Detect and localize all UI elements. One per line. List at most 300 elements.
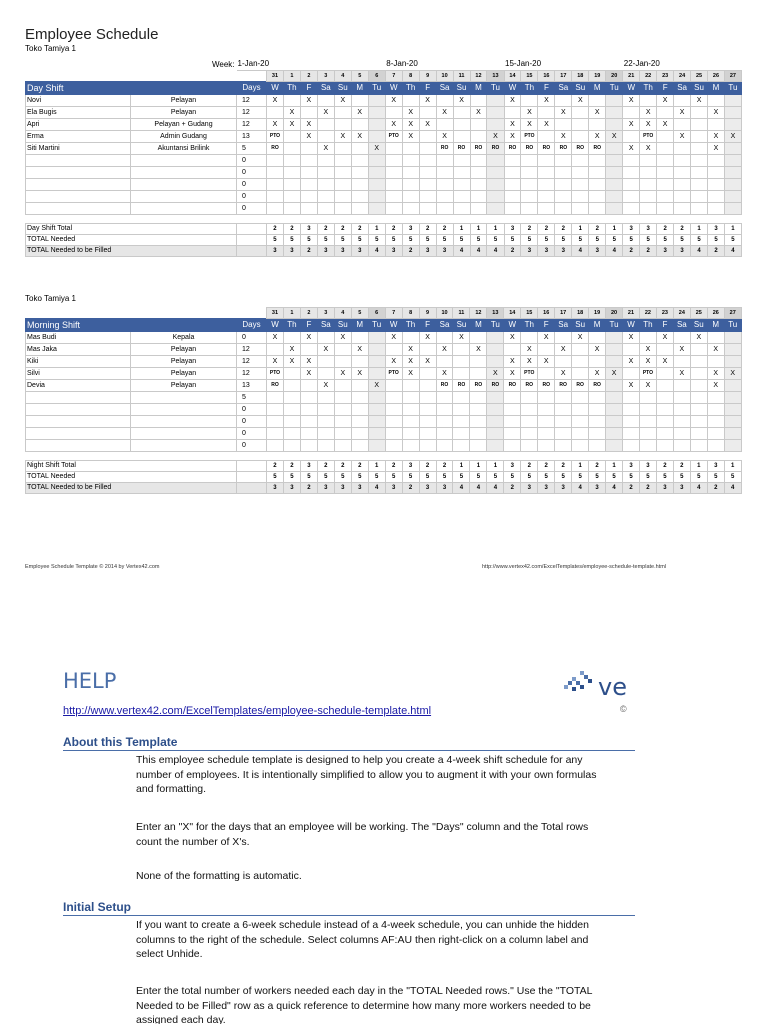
schedule-cell[interactable]: X: [555, 130, 572, 142]
total-needed-row-value[interactable]: 5: [640, 234, 657, 245]
schedule-cell[interactable]: [691, 106, 708, 118]
schedule-cell[interactable]: [673, 428, 690, 440]
employee-role-cell[interactable]: Akuntansi Brilink: [131, 142, 237, 154]
total-needed-row-value[interactable]: 5: [504, 234, 521, 245]
employee-role-cell[interactable]: Pelayan + Gudang: [131, 118, 237, 130]
schedule-cell[interactable]: X: [402, 356, 419, 368]
schedule-cell[interactable]: [283, 154, 300, 166]
schedule-cell[interactable]: [538, 416, 555, 428]
schedule-cell[interactable]: [555, 118, 572, 130]
schedule-cell[interactable]: [453, 166, 470, 178]
schedule-cell[interactable]: [521, 202, 538, 214]
schedule-cell[interactable]: X: [504, 368, 521, 380]
schedule-cell[interactable]: [707, 392, 724, 404]
schedule-cell[interactable]: [724, 142, 741, 154]
schedule-cell[interactable]: [639, 428, 656, 440]
schedule-cell[interactable]: [504, 154, 521, 166]
schedule-cell[interactable]: [334, 118, 351, 130]
schedule-cell[interactable]: [267, 440, 284, 452]
schedule-cell[interactable]: [351, 178, 368, 190]
schedule-cell[interactable]: RO: [521, 380, 538, 392]
schedule-cell[interactable]: [589, 392, 606, 404]
schedule-cell[interactable]: [724, 332, 741, 344]
schedule-cell[interactable]: [385, 404, 402, 416]
schedule-cell[interactable]: [436, 428, 453, 440]
total-needed-row-value[interactable]: 5: [707, 472, 724, 483]
schedule-cell[interactable]: [690, 392, 707, 404]
schedule-cell[interactable]: [470, 368, 487, 380]
schedule-cell[interactable]: [606, 166, 623, 178]
schedule-cell[interactable]: [538, 404, 555, 416]
schedule-cell[interactable]: [606, 154, 623, 166]
schedule-cell[interactable]: [674, 178, 691, 190]
schedule-cell[interactable]: [351, 392, 368, 404]
schedule-cell[interactable]: [419, 130, 436, 142]
schedule-cell[interactable]: X: [606, 130, 623, 142]
schedule-cell[interactable]: [487, 178, 504, 190]
schedule-cell[interactable]: [385, 190, 402, 202]
schedule-cell[interactable]: [487, 94, 504, 106]
total-needed-row-value[interactable]: 5: [385, 234, 402, 245]
schedule-cell[interactable]: [673, 380, 690, 392]
schedule-cell[interactable]: [470, 392, 487, 404]
schedule-cell[interactable]: [538, 392, 555, 404]
schedule-cell[interactable]: [317, 332, 334, 344]
schedule-cell[interactable]: X: [385, 332, 402, 344]
schedule-cell[interactable]: [300, 154, 317, 166]
schedule-cell[interactable]: [317, 118, 334, 130]
schedule-cell[interactable]: X: [453, 94, 470, 106]
schedule-cell[interactable]: [283, 190, 300, 202]
schedule-cell[interactable]: [470, 416, 487, 428]
schedule-cell[interactable]: [555, 190, 572, 202]
schedule-cell[interactable]: RO: [504, 142, 521, 154]
employee-role-cell[interactable]: [131, 166, 237, 178]
total-needed-row-value[interactable]: 5: [351, 472, 368, 483]
schedule-cell[interactable]: [267, 202, 284, 214]
schedule-cell[interactable]: [385, 178, 402, 190]
schedule-cell[interactable]: [606, 344, 623, 356]
schedule-cell[interactable]: [283, 94, 300, 106]
schedule-cell[interactable]: [317, 404, 334, 416]
schedule-cell[interactable]: X: [538, 356, 555, 368]
schedule-cell[interactable]: [317, 94, 334, 106]
schedule-cell[interactable]: X: [368, 380, 385, 392]
schedule-cell[interactable]: [724, 380, 741, 392]
schedule-cell[interactable]: [589, 440, 606, 452]
schedule-cell[interactable]: X: [317, 106, 334, 118]
total-needed-row-value[interactable]: 5: [555, 472, 572, 483]
schedule-cell[interactable]: [436, 118, 453, 130]
employee-role-cell[interactable]: [131, 190, 237, 202]
schedule-cell[interactable]: RO: [453, 380, 470, 392]
schedule-cell[interactable]: [402, 178, 419, 190]
schedule-cell[interactable]: X: [283, 344, 300, 356]
schedule-cell[interactable]: X: [708, 106, 725, 118]
schedule-cell[interactable]: [555, 356, 572, 368]
schedule-cell[interactable]: [640, 94, 657, 106]
schedule-cell[interactable]: [368, 202, 385, 214]
total-needed-row-value[interactable]: 5: [419, 234, 436, 245]
schedule-cell[interactable]: [385, 440, 402, 452]
total-needed-row-value[interactable]: 5: [487, 234, 504, 245]
schedule-cell[interactable]: X: [639, 380, 656, 392]
schedule-cell[interactable]: X: [538, 94, 555, 106]
schedule-cell[interactable]: [368, 392, 385, 404]
schedule-cell[interactable]: [504, 106, 521, 118]
schedule-cell[interactable]: [707, 416, 724, 428]
week-start-input[interactable]: 22-Jan-20: [623, 58, 725, 70]
schedule-cell[interactable]: [317, 416, 334, 428]
schedule-cell[interactable]: [691, 142, 708, 154]
schedule-cell[interactable]: [724, 356, 741, 368]
schedule-cell[interactable]: X: [402, 344, 419, 356]
schedule-cell[interactable]: [673, 404, 690, 416]
schedule-cell[interactable]: X: [589, 344, 606, 356]
schedule-cell[interactable]: [470, 428, 487, 440]
schedule-cell[interactable]: [606, 202, 623, 214]
total-needed-row-value[interactable]: 5: [606, 234, 623, 245]
schedule-cell[interactable]: [555, 332, 572, 344]
schedule-cell[interactable]: [606, 440, 623, 452]
schedule-cell[interactable]: [639, 404, 656, 416]
schedule-cell[interactable]: X: [589, 130, 606, 142]
schedule-cell[interactable]: [419, 178, 436, 190]
schedule-cell[interactable]: [453, 356, 470, 368]
schedule-cell[interactable]: [521, 416, 538, 428]
schedule-cell[interactable]: X: [283, 106, 300, 118]
schedule-cell[interactable]: [623, 166, 640, 178]
schedule-cell[interactable]: [673, 332, 690, 344]
schedule-cell[interactable]: [368, 94, 385, 106]
schedule-cell[interactable]: [657, 106, 674, 118]
schedule-cell[interactable]: X: [640, 142, 657, 154]
employee-name-cell[interactable]: Silvi: [26, 368, 131, 380]
schedule-cell[interactable]: X: [656, 332, 673, 344]
schedule-cell[interactable]: X: [690, 332, 707, 344]
schedule-cell[interactable]: X: [639, 344, 656, 356]
schedule-cell[interactable]: [487, 344, 504, 356]
schedule-cell[interactable]: X: [385, 94, 402, 106]
employee-name-cell[interactable]: Mas Budi: [26, 332, 131, 344]
schedule-cell[interactable]: X: [572, 94, 589, 106]
total-needed-row-value[interactable]: 5: [351, 234, 368, 245]
schedule-cell[interactable]: X: [555, 344, 572, 356]
schedule-cell[interactable]: [555, 166, 572, 178]
schedule-cell[interactable]: [453, 130, 470, 142]
schedule-cell[interactable]: [589, 332, 606, 344]
help-link[interactable]: http://www.vertex42.com/ExcelTemplates/employee-schedule-template.html: [63, 705, 432, 717]
schedule-cell[interactable]: [402, 166, 419, 178]
schedule-cell[interactable]: X: [317, 142, 334, 154]
schedule-cell[interactable]: [402, 440, 419, 452]
schedule-cell[interactable]: X: [334, 130, 351, 142]
schedule-cell[interactable]: [419, 142, 436, 154]
schedule-cell[interactable]: [402, 380, 419, 392]
schedule-cell[interactable]: [555, 416, 572, 428]
schedule-cell[interactable]: [419, 190, 436, 202]
schedule-cell[interactable]: X: [351, 344, 368, 356]
schedule-cell[interactable]: X: [419, 118, 436, 130]
schedule-cell[interactable]: [368, 106, 385, 118]
schedule-cell[interactable]: [521, 154, 538, 166]
schedule-cell[interactable]: [538, 190, 555, 202]
schedule-cell[interactable]: [419, 166, 436, 178]
total-needed-row-value[interactable]: 5: [572, 234, 589, 245]
schedule-cell[interactable]: X: [334, 368, 351, 380]
schedule-cell[interactable]: [639, 416, 656, 428]
schedule-cell[interactable]: PTO: [521, 368, 538, 380]
schedule-cell[interactable]: [640, 166, 657, 178]
total-needed-row-value[interactable]: 5: [300, 472, 317, 483]
schedule-cell[interactable]: [334, 344, 351, 356]
schedule-cell[interactable]: [385, 142, 402, 154]
schedule-cell[interactable]: [690, 404, 707, 416]
schedule-cell[interactable]: [385, 392, 402, 404]
schedule-cell[interactable]: [538, 178, 555, 190]
schedule-cell[interactable]: [657, 202, 674, 214]
schedule-cell[interactable]: [504, 178, 521, 190]
total-needed-row-value[interactable]: 5: [385, 472, 402, 483]
schedule-cell[interactable]: [283, 142, 300, 154]
employee-role-cell[interactable]: [131, 428, 237, 440]
schedule-cell[interactable]: [300, 142, 317, 154]
total-needed-row-value[interactable]: 5: [334, 234, 351, 245]
schedule-cell[interactable]: [657, 154, 674, 166]
schedule-cell[interactable]: [317, 440, 334, 452]
schedule-cell[interactable]: [690, 440, 707, 452]
schedule-cell[interactable]: [385, 154, 402, 166]
schedule-cell[interactable]: [640, 154, 657, 166]
schedule-cell[interactable]: X: [640, 118, 657, 130]
schedule-cell[interactable]: X: [419, 332, 436, 344]
total-needed-row-value[interactable]: 5: [521, 472, 538, 483]
schedule-cell[interactable]: [589, 202, 606, 214]
schedule-cell[interactable]: [402, 142, 419, 154]
schedule-cell[interactable]: [657, 190, 674, 202]
schedule-cell[interactable]: [334, 392, 351, 404]
schedule-cell[interactable]: [724, 404, 741, 416]
schedule-cell[interactable]: [470, 178, 487, 190]
schedule-cell[interactable]: [521, 404, 538, 416]
total-needed-row-value[interactable]: 5: [538, 472, 555, 483]
schedule-cell[interactable]: X: [674, 106, 691, 118]
schedule-cell[interactable]: [402, 392, 419, 404]
schedule-cell[interactable]: RO: [504, 380, 521, 392]
employee-name-cell[interactable]: [26, 154, 131, 166]
schedule-cell[interactable]: [521, 392, 538, 404]
schedule-cell[interactable]: X: [419, 94, 436, 106]
schedule-cell[interactable]: [368, 428, 385, 440]
schedule-cell[interactable]: [623, 130, 640, 142]
schedule-cell[interactable]: [656, 428, 673, 440]
schedule-cell[interactable]: X: [521, 344, 538, 356]
schedule-cell[interactable]: [436, 190, 453, 202]
schedule-cell[interactable]: [368, 404, 385, 416]
schedule-cell[interactable]: [470, 118, 487, 130]
schedule-cell[interactable]: [673, 392, 690, 404]
employee-name-cell[interactable]: Erma: [26, 130, 131, 142]
schedule-cell[interactable]: [487, 332, 504, 344]
schedule-cell[interactable]: [470, 404, 487, 416]
schedule-cell[interactable]: [623, 416, 640, 428]
schedule-cell[interactable]: [436, 166, 453, 178]
schedule-cell[interactable]: [521, 190, 538, 202]
schedule-cell[interactable]: X: [368, 142, 385, 154]
total-needed-row-value[interactable]: 5: [724, 234, 741, 245]
schedule-cell[interactable]: [572, 428, 589, 440]
schedule-cell[interactable]: [317, 166, 334, 178]
schedule-cell[interactable]: [317, 428, 334, 440]
schedule-cell[interactable]: [707, 440, 724, 452]
schedule-cell[interactable]: X: [707, 344, 724, 356]
schedule-cell[interactable]: [538, 368, 555, 380]
schedule-cell[interactable]: [504, 428, 521, 440]
schedule-cell[interactable]: [708, 202, 725, 214]
schedule-cell[interactable]: [572, 392, 589, 404]
schedule-cell[interactable]: X: [623, 356, 640, 368]
schedule-cell[interactable]: [283, 416, 300, 428]
schedule-cell[interactable]: [419, 154, 436, 166]
schedule-cell[interactable]: [470, 166, 487, 178]
schedule-cell[interactable]: [673, 416, 690, 428]
schedule-cell[interactable]: [708, 154, 725, 166]
schedule-cell[interactable]: X: [623, 332, 640, 344]
total-needed-row-value[interactable]: 5: [673, 472, 690, 483]
schedule-cell[interactable]: [656, 440, 673, 452]
schedule-cell[interactable]: [351, 440, 368, 452]
schedule-cell[interactable]: [707, 428, 724, 440]
schedule-cell[interactable]: X: [623, 142, 640, 154]
schedule-cell[interactable]: X: [521, 118, 538, 130]
schedule-cell[interactable]: [368, 356, 385, 368]
schedule-cell[interactable]: [589, 428, 606, 440]
schedule-cell[interactable]: [334, 178, 351, 190]
schedule-cell[interactable]: X: [572, 332, 589, 344]
schedule-cell[interactable]: [402, 428, 419, 440]
schedule-cell[interactable]: [674, 166, 691, 178]
total-needed-row-value[interactable]: 5: [724, 472, 741, 483]
schedule-cell[interactable]: [351, 166, 368, 178]
schedule-cell[interactable]: [555, 154, 572, 166]
schedule-cell[interactable]: [470, 130, 487, 142]
schedule-cell[interactable]: [538, 130, 555, 142]
schedule-cell[interactable]: [708, 118, 725, 130]
schedule-cell[interactable]: [419, 428, 436, 440]
schedule-cell[interactable]: PTO: [640, 130, 657, 142]
schedule-cell[interactable]: [606, 428, 623, 440]
schedule-cell[interactable]: [521, 428, 538, 440]
total-needed-row-value[interactable]: 5: [674, 234, 691, 245]
schedule-cell[interactable]: [589, 178, 606, 190]
schedule-cell[interactable]: X: [351, 106, 368, 118]
schedule-cell[interactable]: [589, 154, 606, 166]
employee-name-cell[interactable]: Kiki: [26, 356, 131, 368]
schedule-cell[interactable]: [487, 404, 504, 416]
schedule-cell[interactable]: [453, 404, 470, 416]
schedule-cell[interactable]: [334, 404, 351, 416]
schedule-cell[interactable]: [606, 118, 623, 130]
schedule-cell[interactable]: [623, 154, 640, 166]
schedule-cell[interactable]: [300, 166, 317, 178]
schedule-cell[interactable]: [487, 190, 504, 202]
schedule-cell[interactable]: X: [555, 368, 572, 380]
schedule-cell[interactable]: [538, 344, 555, 356]
schedule-cell[interactable]: X: [639, 356, 656, 368]
schedule-cell[interactable]: [402, 94, 419, 106]
schedule-cell[interactable]: [691, 178, 708, 190]
schedule-cell[interactable]: X: [538, 332, 555, 344]
schedule-cell[interactable]: [606, 142, 623, 154]
schedule-cell[interactable]: [267, 404, 284, 416]
total-needed-row-value[interactable]: 5: [555, 234, 572, 245]
schedule-cell[interactable]: [691, 202, 708, 214]
schedule-cell[interactable]: [300, 440, 317, 452]
schedule-cell[interactable]: [572, 356, 589, 368]
total-needed-row-value[interactable]: 5: [572, 472, 589, 483]
schedule-cell[interactable]: RO: [521, 142, 538, 154]
schedule-cell[interactable]: X: [504, 130, 521, 142]
schedule-cell[interactable]: [453, 392, 470, 404]
schedule-cell[interactable]: X: [555, 106, 572, 118]
schedule-cell[interactable]: [521, 440, 538, 452]
schedule-cell[interactable]: X: [385, 118, 402, 130]
schedule-cell[interactable]: [589, 190, 606, 202]
schedule-cell[interactable]: [385, 428, 402, 440]
schedule-cell[interactable]: [674, 190, 691, 202]
schedule-cell[interactable]: [419, 440, 436, 452]
schedule-cell[interactable]: [521, 94, 538, 106]
employee-role-cell[interactable]: Pelayan: [131, 344, 237, 356]
schedule-cell[interactable]: [691, 118, 708, 130]
employee-role-cell[interactable]: Admin Gudang: [131, 130, 237, 142]
schedule-cell[interactable]: [436, 392, 453, 404]
schedule-cell[interactable]: [572, 344, 589, 356]
schedule-cell[interactable]: [453, 178, 470, 190]
schedule-cell[interactable]: [334, 440, 351, 452]
schedule-cell[interactable]: [623, 344, 640, 356]
schedule-cell[interactable]: X: [606, 368, 623, 380]
total-needed-row-value[interactable]: 5: [623, 234, 640, 245]
schedule-cell[interactable]: X: [707, 368, 724, 380]
schedule-cell[interactable]: [572, 368, 589, 380]
schedule-cell[interactable]: X: [656, 356, 673, 368]
total-needed-row-value[interactable]: 5: [521, 234, 538, 245]
schedule-cell[interactable]: [267, 178, 284, 190]
schedule-cell[interactable]: [724, 392, 741, 404]
schedule-cell[interactable]: [334, 142, 351, 154]
schedule-cell[interactable]: [606, 392, 623, 404]
schedule-cell[interactable]: X: [300, 130, 317, 142]
schedule-cell[interactable]: [707, 404, 724, 416]
schedule-cell[interactable]: [300, 190, 317, 202]
schedule-cell[interactable]: [589, 166, 606, 178]
schedule-cell[interactable]: [267, 154, 284, 166]
total-needed-row-value[interactable]: 5: [267, 472, 284, 483]
schedule-cell[interactable]: [283, 392, 300, 404]
schedule-cell[interactable]: [639, 332, 656, 344]
employee-name-cell[interactable]: [26, 166, 131, 178]
employee-role-cell[interactable]: [131, 154, 237, 166]
schedule-cell[interactable]: [656, 404, 673, 416]
schedule-cell[interactable]: [690, 380, 707, 392]
total-needed-row-value[interactable]: 5: [317, 472, 334, 483]
schedule-cell[interactable]: [504, 166, 521, 178]
schedule-cell[interactable]: [640, 178, 657, 190]
schedule-cell[interactable]: PTO: [385, 130, 402, 142]
schedule-cell[interactable]: [623, 202, 640, 214]
schedule-cell[interactable]: [521, 166, 538, 178]
